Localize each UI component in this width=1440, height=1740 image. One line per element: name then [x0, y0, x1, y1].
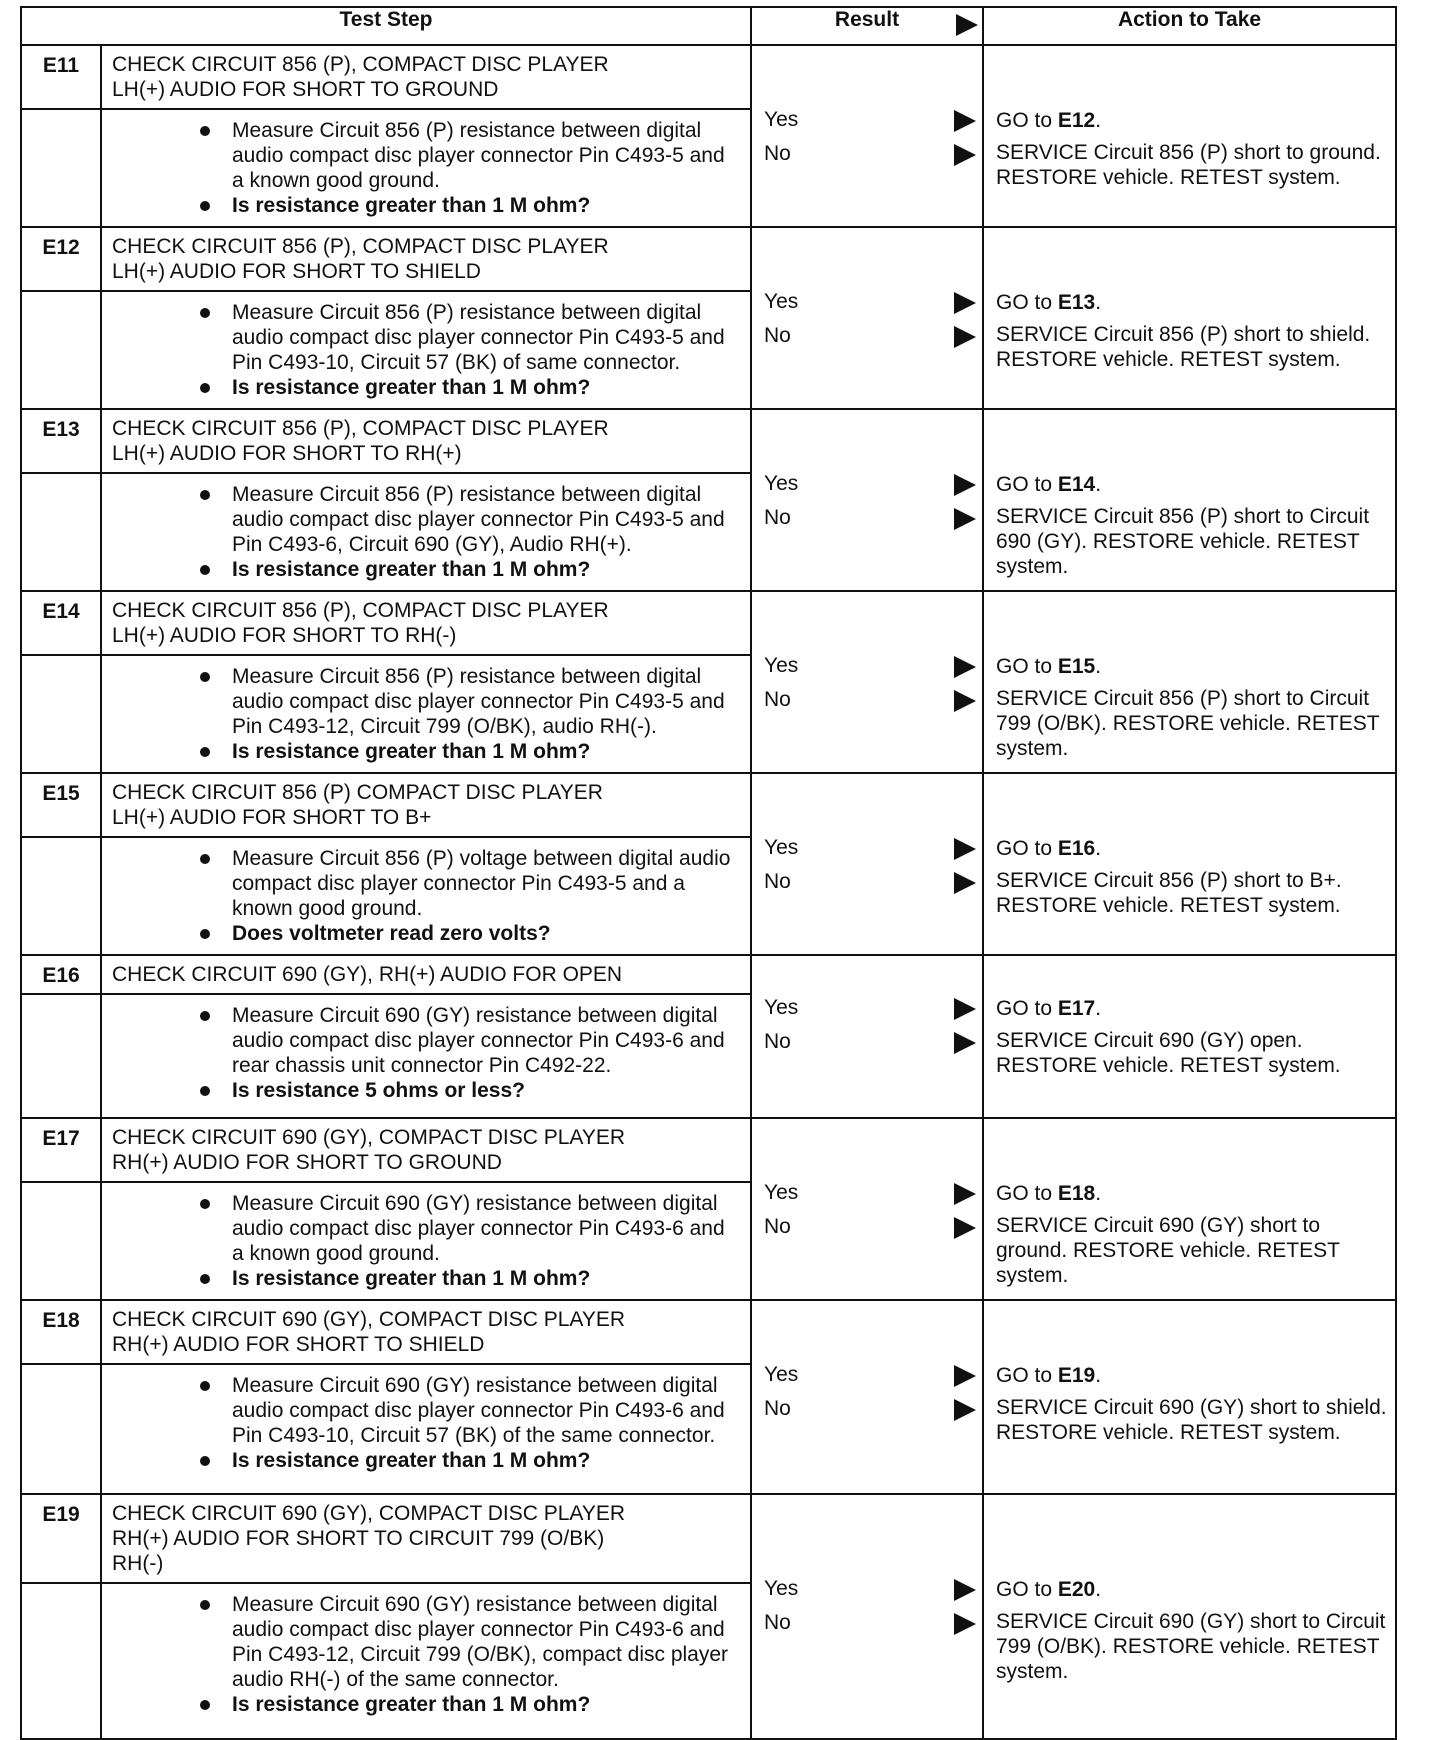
- bullet-icon: [200, 383, 210, 393]
- bullet-icon: [200, 1700, 210, 1710]
- step-result-cell: [751, 1300, 983, 1494]
- action-yes: [996, 1363, 1387, 1388]
- bullet-icon: [200, 308, 210, 318]
- step-action-cell: [983, 773, 1396, 955]
- step-bullets: [102, 1592, 740, 1717]
- table-header-row: [21, 7, 1396, 45]
- action-yes-suffix: .: [1095, 109, 1102, 132]
- bullet-icon: [200, 1600, 210, 1610]
- step-result-cell: [751, 45, 983, 227]
- question-text: Is resistance greater than 1 M ohm?: [232, 740, 591, 763]
- result-no-label: No: [764, 1611, 791, 1634]
- bullet-icon: [200, 1274, 210, 1284]
- step-title-row: [21, 1118, 1396, 1182]
- arrow-right-icon: [954, 292, 976, 314]
- bullet-text: Measure Circuit 856 (P) resistance between digital audio compact disc player connector Pin C493-5 and Pin C493-6, Circuit 690 (GY), Audio RH(+).: [232, 483, 725, 556]
- action-yes-prefix: GO to: [996, 655, 1058, 678]
- step-id-spacer: [21, 1583, 101, 1739]
- step-title-line: CHECK CIRCUIT 690 (GY), COMPACT DISC PLAYER: [112, 1126, 626, 1149]
- step-title-line: CHECK CIRCUIT 856 (P), COMPACT DISC PLAYER: [112, 417, 609, 440]
- step-title: [101, 1494, 751, 1583]
- step-title: [101, 591, 751, 655]
- action-yes-prefix: GO to: [996, 997, 1058, 1020]
- action-yes: [996, 996, 1387, 1021]
- result-yes: [764, 836, 978, 862]
- step-id: E19: [21, 1494, 101, 1583]
- step-title-line: LH(+) AUDIO FOR SHORT TO RH(-): [112, 624, 457, 647]
- step-id: E13: [21, 409, 101, 473]
- action-yes-target: E18: [1057, 1182, 1096, 1205]
- result-no-label: No: [764, 870, 791, 893]
- arrow-right-icon: [954, 144, 976, 166]
- step-title-line: LH(+) AUDIO FOR SHORT TO RH(+): [112, 442, 462, 465]
- step-title-row: [21, 773, 1396, 837]
- step-title-row: [21, 591, 1396, 655]
- arrow-right-icon: [954, 110, 976, 132]
- step-result-cell: [751, 1118, 983, 1300]
- action-no: SERVICE Circuit 690 (GY) open. RESTORE vehicle. RETEST system.: [996, 1029, 1341, 1077]
- arrow-right-icon: [954, 326, 976, 348]
- action-yes-target: E16: [1057, 837, 1096, 860]
- step-id: E16: [21, 955, 101, 994]
- step-id-spacer: [21, 109, 101, 227]
- step-question: [102, 193, 740, 218]
- bullet-text: Measure Circuit 856 (P) resistance between digital audio compact disc player connector Pin C493-5 and Pin C493-12, Circuit 799 (O/BK), audio RH(-).: [232, 665, 725, 738]
- result-yes: [764, 108, 978, 134]
- step-action-cell: [983, 955, 1396, 1118]
- result-no-label: No: [764, 324, 791, 347]
- step-question: [102, 1692, 740, 1717]
- bullet-icon: [200, 1381, 210, 1391]
- result-yes-label: Yes: [764, 654, 799, 677]
- step-id-spacer: [21, 1364, 101, 1494]
- arrow-right-icon: [954, 508, 976, 530]
- step-id: E17: [21, 1118, 101, 1182]
- step-title: [101, 227, 751, 291]
- question-text: Is resistance greater than 1 M ohm?: [232, 194, 591, 217]
- step-bullets: [102, 1373, 740, 1473]
- action-yes-suffix: .: [1095, 473, 1102, 496]
- action-no: SERVICE Circuit 856 (P) short to B+. RESTORE vehicle. RETEST system.: [996, 869, 1342, 917]
- step-title-line: RH(+) AUDIO FOR SHORT TO GROUND: [112, 1151, 502, 1174]
- step-action-cell: [983, 1118, 1396, 1300]
- step-action-cell: [983, 1300, 1396, 1494]
- action-no: SERVICE Circuit 856 (P) short to Circuit 799 (O/BK). RESTORE vehicle. RETEST system.: [996, 687, 1380, 760]
- arrow-right-icon: [954, 998, 976, 1020]
- result-no-label: No: [764, 688, 791, 711]
- result-no: [764, 142, 978, 168]
- result-yes-label: Yes: [764, 1181, 799, 1204]
- result-yes-label: Yes: [764, 108, 799, 131]
- step-bullets: [102, 118, 740, 218]
- step-title-line: LH(+) AUDIO FOR SHORT TO GROUND: [112, 78, 499, 101]
- step-question: [102, 375, 740, 400]
- header-test-step: Test Step: [21, 7, 751, 45]
- action-yes-suffix: .: [1095, 1364, 1102, 1387]
- step-bullets: [102, 664, 740, 764]
- step-title-row: [21, 955, 1396, 994]
- action-yes: [996, 1577, 1387, 1602]
- step-question: [102, 921, 740, 946]
- step-title-line: CHECK CIRCUIT 856 (P), COMPACT DISC PLAYER: [112, 599, 609, 622]
- arrow-right-icon: [954, 1183, 976, 1205]
- bullet-icon: [200, 854, 210, 864]
- step-action-cell: [983, 1494, 1396, 1739]
- step-title-line: RH(-): [112, 1552, 164, 1575]
- action-yes: [996, 1181, 1387, 1206]
- step-id-spacer: [21, 994, 101, 1118]
- step-bullet: [102, 482, 740, 557]
- result-yes: [764, 654, 978, 680]
- result-no: [764, 1215, 978, 1241]
- result-yes: [764, 996, 978, 1022]
- bullet-text: Measure Circuit 856 (P) resistance between digital audio compact disc player connector Pin C493-5 and Pin C493-10, Circuit 57 (BK) of same connector.: [232, 301, 725, 374]
- step-id-spacer: [21, 837, 101, 955]
- bullet-icon: [200, 1011, 210, 1021]
- result-no-label: No: [764, 1030, 791, 1053]
- step-bullets: [102, 1003, 740, 1103]
- result-yes: [764, 1181, 978, 1207]
- action-yes-target: E12: [1057, 109, 1096, 132]
- action-yes-target: E19: [1057, 1364, 1096, 1387]
- step-id: E14: [21, 591, 101, 655]
- step-id-spacer: [21, 1182, 101, 1300]
- step-action-cell: [983, 409, 1396, 591]
- bullet-icon: [200, 490, 210, 500]
- bullet-icon: [200, 1086, 210, 1096]
- result-yes-label: Yes: [764, 1363, 799, 1386]
- result-no: [764, 688, 978, 714]
- step-title: [101, 955, 751, 994]
- step-result-cell: [751, 591, 983, 773]
- result-no-label: No: [764, 1397, 791, 1420]
- arrow-right-icon: [954, 838, 976, 860]
- diagnostic-table: [20, 6, 1397, 1740]
- header-result: [751, 7, 983, 45]
- step-body: [101, 1583, 751, 1739]
- action-yes: [996, 654, 1387, 679]
- step-question: [102, 1266, 740, 1291]
- step-result-cell: [751, 227, 983, 409]
- action-yes-prefix: GO to: [996, 837, 1058, 860]
- action-yes-prefix: GO to: [996, 1364, 1058, 1387]
- result-yes-label: Yes: [764, 472, 799, 495]
- steps-body: [21, 45, 1396, 1739]
- action-yes: [996, 472, 1387, 497]
- step-title: [101, 773, 751, 837]
- step-title-line: CHECK CIRCUIT 856 (P), COMPACT DISC PLAYER: [112, 235, 609, 258]
- step-action-cell: [983, 45, 1396, 227]
- result-no: [764, 1397, 978, 1423]
- step-body: [101, 994, 751, 1118]
- action-yes-target: E17: [1057, 997, 1096, 1020]
- step-title-line: LH(+) AUDIO FOR SHORT TO SHIELD: [112, 260, 481, 283]
- action-yes: [996, 836, 1387, 861]
- arrow-right-icon: [954, 1579, 976, 1601]
- arrow-right-icon: [954, 872, 976, 894]
- arrow-right-icon: [954, 1613, 976, 1635]
- step-result-cell: [751, 955, 983, 1118]
- step-title-row: [21, 409, 1396, 473]
- question-text: Is resistance greater than 1 M ohm?: [232, 376, 591, 399]
- step-id-spacer: [21, 655, 101, 773]
- step-bullets: [102, 1191, 740, 1291]
- action-yes-prefix: GO to: [996, 473, 1058, 496]
- step-bullet: [102, 118, 740, 193]
- step-body: [101, 837, 751, 955]
- bullet-icon: [200, 1199, 210, 1209]
- bullet-icon: [200, 672, 210, 682]
- step-id: E15: [21, 773, 101, 837]
- bullet-icon: [200, 201, 210, 211]
- step-title: [101, 1300, 751, 1364]
- step-body: [101, 655, 751, 773]
- bullet-text: Measure Circuit 690 (GY) resistance between digital audio compact disc player connector Pin C493-6 and rear chassis unit connector Pin C492-22.: [232, 1004, 725, 1077]
- step-bullets: [102, 300, 740, 400]
- step-body: [101, 291, 751, 409]
- step-title: [101, 409, 751, 473]
- step-bullets: [102, 846, 740, 946]
- action-yes-target: E13: [1057, 291, 1096, 314]
- result-no: [764, 324, 978, 350]
- action-yes-prefix: GO to: [996, 291, 1058, 314]
- result-no: [764, 506, 978, 532]
- arrow-right-icon: [954, 1217, 976, 1239]
- question-text: Is resistance greater than 1 M ohm?: [232, 1693, 591, 1716]
- action-yes-target: E15: [1057, 655, 1096, 678]
- step-title-line: LH(+) AUDIO FOR SHORT TO B+: [112, 806, 432, 829]
- action-no: SERVICE Circuit 690 (GY) short to shield. RESTORE vehicle. RETEST system.: [996, 1396, 1387, 1444]
- result-no-label: No: [764, 506, 791, 529]
- action-no: SERVICE Circuit 690 (GY) short to ground. RESTORE vehicle. RETEST system.: [996, 1214, 1340, 1287]
- step-bullet: [102, 664, 740, 739]
- step-result-cell: [751, 409, 983, 591]
- step-title-line: CHECK CIRCUIT 690 (GY), RH(+) AUDIO FOR OPEN: [112, 963, 623, 986]
- question-text: Is resistance greater than 1 M ohm?: [232, 1267, 591, 1290]
- step-bullet: [102, 1003, 740, 1078]
- step-id-spacer: [21, 473, 101, 591]
- step-body: [101, 1182, 751, 1300]
- diagnostic-page: [20, 6, 1395, 1740]
- bullet-text: Measure Circuit 690 (GY) resistance between digital audio compact disc player connector Pin C493-6 and Pin C493-10, Circuit 57 (BK) of the same connector.: [232, 1374, 725, 1447]
- arrow-right-icon: [956, 14, 978, 36]
- step-id: E12: [21, 227, 101, 291]
- step-id: E18: [21, 1300, 101, 1364]
- question-text: Is resistance greater than 1 M ohm?: [232, 1449, 591, 1472]
- result-no: [764, 1030, 978, 1056]
- question-text: Is resistance greater than 1 M ohm?: [232, 558, 591, 581]
- action-yes-prefix: GO to: [996, 1182, 1058, 1205]
- action-yes-suffix: .: [1095, 837, 1102, 860]
- result-yes: [764, 1363, 978, 1389]
- result-yes-label: Yes: [764, 290, 799, 313]
- step-title-line: CHECK CIRCUIT 690 (GY), COMPACT DISC PLAYER: [112, 1502, 626, 1525]
- step-question: [102, 739, 740, 764]
- action-yes: [996, 290, 1387, 315]
- question-text: Is resistance 5 ohms or less?: [232, 1079, 525, 1102]
- action-no: SERVICE Circuit 856 (P) short to Circuit 690 (GY). RESTORE vehicle. RETEST system.: [996, 505, 1370, 578]
- arrow-right-icon: [954, 474, 976, 496]
- action-yes-suffix: .: [1095, 1578, 1102, 1601]
- step-id-spacer: [21, 291, 101, 409]
- bullet-icon: [200, 1456, 210, 1466]
- result-no-label: No: [764, 1215, 791, 1238]
- result-yes: [764, 290, 978, 316]
- action-no: SERVICE Circuit 690 (GY) short to Circuit 799 (O/BK). RESTORE vehicle. RETEST system.: [996, 1610, 1386, 1683]
- result-yes-label: Yes: [764, 1577, 799, 1600]
- step-result-cell: [751, 773, 983, 955]
- action-no: SERVICE Circuit 856 (P) short to shield. RESTORE vehicle. RETEST system.: [996, 323, 1371, 371]
- action-yes-suffix: .: [1095, 1182, 1102, 1205]
- step-bullets: [102, 482, 740, 582]
- result-yes: [764, 472, 978, 498]
- action-yes-target: E14: [1057, 473, 1096, 496]
- step-title-line: CHECK CIRCUIT 856 (P) COMPACT DISC PLAYER: [112, 781, 603, 804]
- step-question: [102, 557, 740, 582]
- arrow-right-icon: [954, 1365, 976, 1387]
- result-no-label: No: [764, 142, 791, 165]
- result-yes: [764, 1577, 978, 1603]
- step-bullet: [102, 1191, 740, 1266]
- action-yes-prefix: GO to: [996, 1578, 1058, 1601]
- step-question: [102, 1078, 740, 1103]
- step-result-cell: [751, 1494, 983, 1739]
- step-bullet: [102, 846, 740, 921]
- step-title-line: CHECK CIRCUIT 690 (GY), COMPACT DISC PLAYER: [112, 1308, 626, 1331]
- action-yes-prefix: GO to: [996, 109, 1058, 132]
- bullet-text: Measure Circuit 690 (GY) resistance between digital audio compact disc player connector Pin C493-6 and Pin C493-12, Circuit 799 (O/BK), compact disc player audio RH(-) of the same connector.: [232, 1593, 729, 1691]
- result-no: [764, 870, 978, 896]
- step-body: [101, 473, 751, 591]
- action-yes-suffix: .: [1095, 655, 1102, 678]
- action-yes: [996, 108, 1387, 133]
- bullet-icon: [200, 126, 210, 136]
- step-bullet: [102, 1373, 740, 1448]
- step-bullet: [102, 300, 740, 375]
- step-title-row: [21, 1300, 1396, 1364]
- header-action: Action to Take: [983, 7, 1396, 45]
- action-yes-target: E20: [1057, 1578, 1096, 1601]
- result-yes-label: Yes: [764, 996, 799, 1019]
- step-title-row: [21, 227, 1396, 291]
- result-no: [764, 1611, 978, 1637]
- step-action-cell: [983, 591, 1396, 773]
- header-result-label: Result: [834, 8, 900, 31]
- action-yes-suffix: .: [1095, 291, 1102, 314]
- arrow-right-icon: [954, 656, 976, 678]
- action-no: SERVICE Circuit 856 (P) short to ground. RESTORE vehicle. RETEST system.: [996, 141, 1381, 189]
- step-title-row: [21, 45, 1396, 109]
- step-title-line: RH(+) AUDIO FOR SHORT TO SHIELD: [112, 1333, 485, 1356]
- bullet-text: Measure Circuit 856 (P) resistance between digital audio compact disc player connector Pin C493-5 and a known good ground.: [232, 119, 725, 192]
- step-body: [101, 109, 751, 227]
- bullet-icon: [200, 747, 210, 757]
- step-bullet: [102, 1592, 740, 1692]
- step-title-row: [21, 1494, 1396, 1583]
- step-title-line: RH(+) AUDIO FOR SHORT TO CIRCUIT 799 (O/BK): [112, 1527, 605, 1550]
- bullet-icon: [200, 929, 210, 939]
- step-question: [102, 1448, 740, 1473]
- result-yes-label: Yes: [764, 836, 799, 859]
- arrow-right-icon: [954, 690, 976, 712]
- action-yes-suffix: .: [1095, 997, 1102, 1020]
- step-title-line: CHECK CIRCUIT 856 (P), COMPACT DISC PLAYER: [112, 53, 609, 76]
- step-action-cell: [983, 227, 1396, 409]
- step-id: E11: [21, 45, 101, 109]
- arrow-right-icon: [954, 1032, 976, 1054]
- arrow-right-icon: [954, 1399, 976, 1421]
- step-body: [101, 1364, 751, 1494]
- bullet-text: Measure Circuit 856 (P) voltage between digital audio compact disc player connector Pin C493-5 and a known good ground.: [232, 847, 731, 920]
- step-title: [101, 45, 751, 109]
- step-title: [101, 1118, 751, 1182]
- bullet-icon: [200, 565, 210, 575]
- question-text: Does voltmeter read zero volts?: [232, 922, 551, 945]
- bullet-text: Measure Circuit 690 (GY) resistance between digital audio compact disc player connector Pin C493-6 and a known good ground.: [232, 1192, 725, 1265]
